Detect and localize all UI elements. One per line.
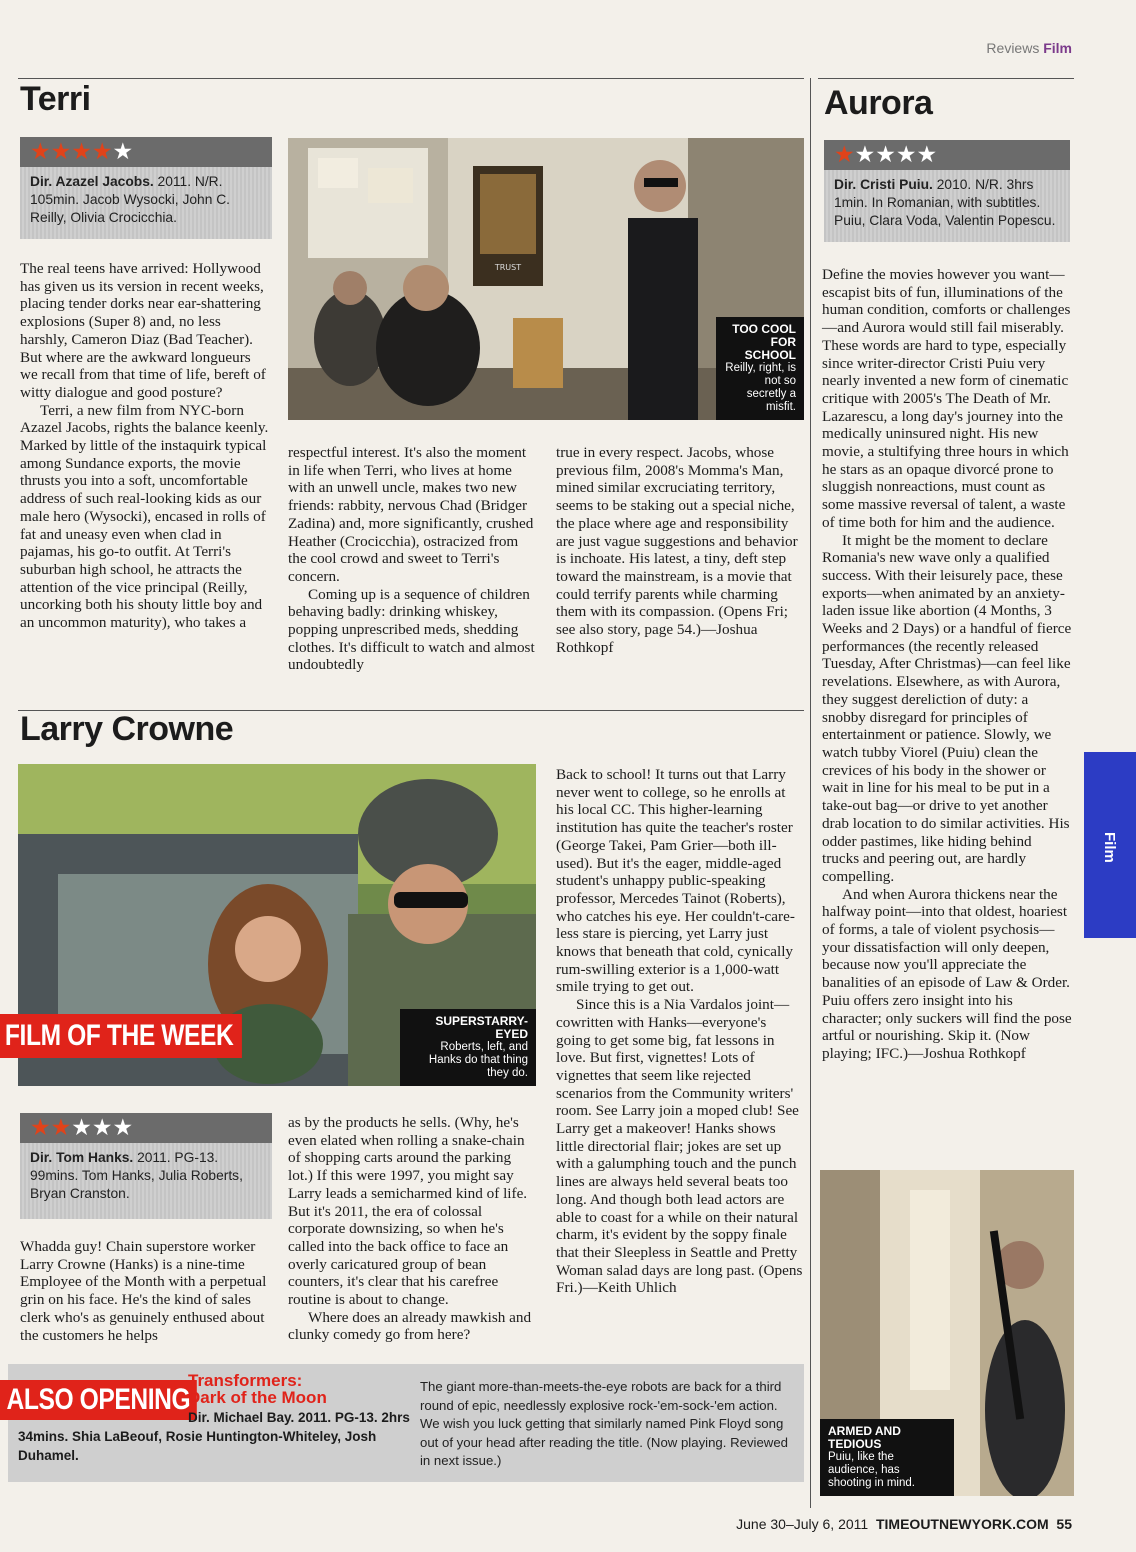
also-opening-box bbox=[8, 1364, 804, 1482]
star-filled-icon: ★ bbox=[50, 1115, 72, 1140]
star-empty-icon: ★ bbox=[895, 142, 917, 167]
star-empty-icon: ★ bbox=[71, 1115, 92, 1140]
larry-p4: Back to school! It turns out that Larry never went to college, so he enrolls at his local CC. This higher-learning institution has quite the teacher's roster (George Takei, Pam Grier—both ill-used). But it's the eager, middle-aged student's unhappy public-speaking professor, Mercedes Tainot (Roberts), who catches his eye. Her couldn't-care-less stare is piercing, yet Larry just knows that beneath that cold, cynically rum-swilling exterior is a 1,000-watt smile trying to get out. bbox=[556, 766, 795, 996]
page-footer bbox=[736, 1516, 1072, 1532]
terri-p3: respectful interest. It's also the moment in life when Terri, who lives at home with an unwell uncle, makes two new friends: rabbity, nervous Chad (Bridger Zadina) and, more significantly, crushed Heather (Crocicchia), ostracized from the cool crowd and sweet to Terri's concern. bbox=[288, 444, 534, 585]
side-tab-label: Film bbox=[1101, 832, 1118, 863]
terri-caption: TOO COOL FOR SCHOOL Reilly, right, is not so secretly a misfit. bbox=[716, 317, 804, 420]
aurora-photo bbox=[820, 1170, 1074, 1496]
terri-photo bbox=[288, 138, 804, 420]
terri-p2: Terri, a new film from NYC-born Azazel Jacobs, rights the balance keenly. Marked by little of the instaquirk typical among Sundance exports, the movie thrusts you into a soft, uncomfortable address of such real-looking kids as our male hero (Wysocki), encased in rolls of fat and uneasy even when clad in pajamas, his go-to outfit. At Terri's suburban high school, he attracts the attention of the vice principal (Reilly, uncorking both his shouty little boy and an uncommon maturity), who takes a bbox=[20, 401, 269, 632]
terri-credit: Dir. Azazel Jacobs. 2011. N/R. 105min. Jacob Wysocki, John C. Reilly, Olivia Crocicchia. bbox=[30, 174, 231, 225]
star-filled-icon: ★ bbox=[50, 139, 72, 164]
top-rule-right bbox=[818, 78, 1074, 79]
side-tab-film[interactable] bbox=[1084, 752, 1136, 938]
film-of-the-week-badge: FILM OF THE WEEK bbox=[0, 1014, 242, 1058]
also-opening-credit: Dir. Michael Bay. 2011. PG-13. 2hrs 34mins. Shia LaBeouf, Rosie Huntington-Whiteley, Josh Duhamel. bbox=[18, 1410, 410, 1463]
footer-date: June 30–July 6, 2011 bbox=[736, 1516, 869, 1532]
also-opening-blurb: The giant more-than-meets-the-eye robots are back for a third round of epic, needlessly explosive rock-'em-sock-'em action. We wish you luck getting that similarly named Pink Floyd song out of your head after reading the title. (Now playing. Reviewed in next issue.) bbox=[420, 1379, 788, 1468]
aurora-p1: Define the movies however you want—escapist bits of fun, illuminations of the human condition, comforts or challenges—and Aurora would still fail miserably. These words are hard to type, especially since writer-director Cristi Puiu very nearly invented a new form of cinematic critique with 2005's The Death of Mr. Lazarescu, a long day's journey into the medically uninsured night. His new movie, a stultifying three hours in which he stars as an opaque divorcé prone to sluggish nonreactions, must count as some massive reversal of talent, a waste of time both for him and the audience. bbox=[822, 266, 1071, 531]
aurora-credit-box bbox=[824, 140, 1070, 242]
also-opening-badge: ALSO OPENING bbox=[0, 1380, 197, 1420]
section-header bbox=[986, 40, 1072, 56]
larry-p1: Whadda guy! Chain superstore worker Larry Crowne (Hanks) is a nine-time Employee of the Month with a perpetual grin on his face. He's the kind of sales clerk who's as genuinely enthused about the customers he helps bbox=[20, 1238, 267, 1344]
terri-p1: The real teens have arrived: Hollywood has given us its version in recent weeks, placing tender dorks near ear-shattering explosions (Super 8) and, no less harshly, Cameron Diaz (Bad Teacher). But where are the awkward longueurs we recall from that time of life, bereft of witty dialogue and good posture? bbox=[20, 260, 266, 401]
star-filled-icon: ★ bbox=[30, 139, 51, 164]
star-empty-icon: ★ bbox=[112, 1115, 134, 1140]
aurora-caption: ARMED AND TEDIOUS Puiu, like the audience, has shooting in mind. bbox=[820, 1419, 954, 1496]
terri-credit-box bbox=[20, 137, 272, 239]
terri-col-3 bbox=[556, 444, 804, 656]
star-filled-icon: ★ bbox=[71, 139, 92, 164]
column-divider bbox=[810, 78, 811, 1508]
also-opening-film-title: Transformers: Dark of the Moon bbox=[188, 1371, 327, 1407]
aurora-credit: Dir. Cristi Puiu. 2010. N/R. 3hrs 1min. In Romanian, with subtitles. Puiu, Clara Voda, Valentin Popescu. bbox=[834, 177, 1056, 228]
aurora-rating bbox=[824, 140, 1070, 170]
aurora-title: Aurora bbox=[824, 84, 933, 122]
star-empty-icon: ★ bbox=[91, 1115, 113, 1140]
larry-caption: SUPERSTARRY-EYED Roberts, left, and Hanks do that thing they do. bbox=[400, 1009, 536, 1086]
larry-p5: Since this is a Nia Vardalos joint—cowritten with Hanks—everyone's going to get some big, fat lessons in love. But first, vignettes! Lots of vignettes that seem like rejected scenarios from the Community writers' room. See Larry join a moped club! See Larry get a makeover! Hanks shows little directorial flair; jokes are set up with a galumphing touch and the punch lines are always held several beats too long. And though both lead actors are able to coast for a while on their natural charm, it's evident by the soppy finale that their Sleepless in Seattle and Pretty Woman salad days are long past. (Opens Fri.)—Keith Uhlich bbox=[556, 996, 803, 1297]
aurora-body bbox=[822, 266, 1072, 1063]
top-rule bbox=[18, 78, 804, 79]
terri-col-2 bbox=[288, 444, 538, 674]
poster-text: TRUST bbox=[494, 263, 522, 272]
aurora-p2: It might be the moment to declare Romania's new wave only a qualified success. With their leisurely pace, these exports—when animated by an anxiety-laden issue like abortion (4 Months, 3 Weeks and 2 Days) or a handful of fierce performances (the recently released Tuesday, After Christmas)—can feel like revelations. Elsewhere, as with Aurora, they suggest dereliction of duty: a snobby disregard for principles of entertainment or patience. Slowly, we watch tubby Viorel (Puiu) clean the crevices of his body in the shower or wait in line for his meal to be put in a take-out bag—or drive to yet another drab location to do similar activities. His odder pastimes, like hiding behind trucks and peering out, are hardly compelling. bbox=[822, 531, 1072, 885]
terri-title: Terri bbox=[20, 80, 91, 118]
larry-p2: as by the products he sells. (Why, he's even elated when rolling a snake-chain of shopping carts around the parking lot.) If this were 1997, you might say Larry leads a semicharmed kind of life. But it's 2011, the era of colossal corporate downsizing, so when he's called into the back office to face an overly caricatured group of bean counters, it's clear that his carefree routine is about to change. bbox=[288, 1114, 528, 1309]
larry-p3: Where does an already mawkish and clunky comedy go from here? bbox=[288, 1308, 532, 1344]
terri-p4: Coming up is a sequence of children behaving badly: drinking whiskey, popping unprescribed meds, shedding clothes. It's difficult to watch and almost undoubtedly bbox=[288, 585, 535, 674]
larry-col-3 bbox=[556, 766, 804, 1297]
star-filled-icon: ★ bbox=[30, 1115, 51, 1140]
terri-rating bbox=[20, 137, 272, 167]
footer-page: 55 bbox=[1056, 1516, 1072, 1532]
star-filled-icon: ★ bbox=[834, 142, 855, 167]
terri-p5: true in every respect. Jacobs, whose previous film, 2008's Momma's Man, mined similar excruciating territory, seems to be staking out a special niche, the place where age and responsibility are just vague suggestions and behavior is inchoate. His latest, a tiny, deft step toward the mainstream, is a movie that could terrify parents while charming them with its compassion. (Opens Fri; see also story, page 54.)—Joshua Rothkopf bbox=[556, 444, 798, 656]
aurora-p3: And when Aurora thickens near the halfway point—into that oldest, hoariest of forms, a tale of violent psychosis—your dissatisfaction will only deepen, because now you'll appreciate the banalities of an episode of Law & Order. Puiu offers zero insight into his character; only suckers will find the pose artful or nourishing. Skip it. (Now playing; IFC.)—Joshua Rothkopf bbox=[822, 885, 1072, 1062]
star-filled-icon: ★ bbox=[91, 139, 113, 164]
terri-col-1 bbox=[20, 260, 270, 632]
star-empty-icon: ★ bbox=[875, 142, 896, 167]
star-empty-icon: ★ bbox=[854, 142, 876, 167]
star-empty-icon: ★ bbox=[916, 142, 938, 167]
footer-site: TIMEOUTNEWYORK.COM bbox=[875, 1516, 1049, 1532]
larry-col-2 bbox=[288, 1114, 538, 1344]
larry-credit: Dir. Tom Hanks. 2011. PG-13. 99mins. Tom Hanks, Julia Roberts, Bryan Cranston. bbox=[30, 1150, 243, 1201]
section-label: Reviews bbox=[986, 40, 1040, 56]
larry-col-1 bbox=[20, 1238, 272, 1344]
star-empty-icon: ★ bbox=[112, 139, 134, 164]
larry-credit-box bbox=[20, 1113, 272, 1219]
larry-title: Larry Crowne bbox=[20, 710, 234, 748]
section-strong: Film bbox=[1043, 40, 1072, 56]
larry-rating bbox=[20, 1113, 272, 1143]
